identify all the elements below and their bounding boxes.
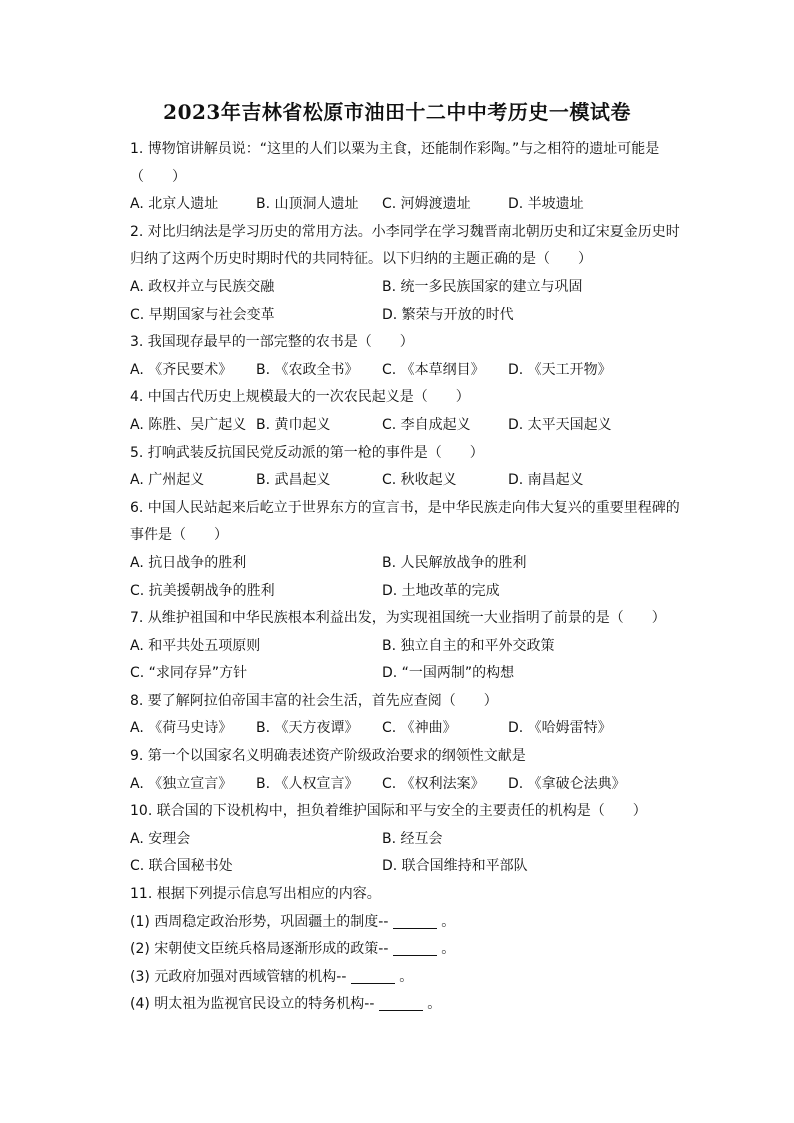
option-a: A. 陈胜、吴广起义 (130, 416, 247, 433)
option-a: A. 《独立宣言》 (130, 775, 233, 792)
option-d: D. “一国两制”的构想 (382, 665, 515, 682)
option-c: C. “求同存异”方针 (130, 665, 248, 682)
option-a: A. 《齐民要术》 (130, 361, 233, 378)
option-d: D. 南昌起义 (508, 472, 584, 489)
option-b: B. 人民解放战争的胜利 (382, 554, 527, 571)
answer-blank[interactable] (351, 967, 395, 984)
question-11-sub-3 (130, 964, 690, 992)
option-d: D. 联合国维持和平部队 (382, 858, 528, 875)
question-11-sub-4 (130, 991, 690, 1019)
sub-question-text: (4) 明太祖为监视官民设立的特务机构-- (130, 996, 375, 1013)
option-a: A. 政权并立与民族交融 (130, 278, 275, 295)
option-a: A. 和平共处五项原则 (130, 637, 261, 654)
answer-blank[interactable] (393, 912, 437, 929)
option-c: C. 《权利法案》 (382, 775, 485, 792)
option-b: B. 统一多民族国家的建立与巩固 (382, 278, 583, 295)
question-6-options-row-1 (130, 550, 690, 578)
option-a: A. 北京人遗址 (130, 196, 219, 213)
question-9-options (130, 771, 690, 799)
option-b: B. 《天方夜谭》 (256, 720, 359, 737)
question-5-options (130, 467, 690, 495)
question-8-options (130, 715, 690, 743)
option-a: A. 安理会 (130, 830, 191, 847)
question-7-stem: 7. 从维护祖国和中华民族根本利益出发，为实现祖国统一大业指明了前景的是（ ） (130, 610, 666, 627)
question-9-stem: 9. 第一个以国家名义明确表述资产阶级政治要求的纲领性文献是 (130, 748, 526, 765)
option-d: D. 土地改革的完成 (382, 582, 500, 599)
question-7-options-row-1 (130, 633, 690, 661)
option-c: C. 联合国秘书处 (130, 858, 233, 875)
option-b: B. 经互会 (382, 830, 443, 847)
option-c: C. 抗美援朝战争的胜利 (130, 582, 275, 599)
question-8-stem: 8. 要了解阿拉伯帝国丰富的社会生活，首先应查阅（ ） (130, 692, 498, 709)
option-b: B. 《人权宣言》 (256, 775, 359, 792)
answer-blank[interactable] (379, 994, 423, 1011)
question-10-options-row-2 (130, 853, 690, 881)
option-c: C. 《神曲》 (382, 720, 457, 737)
question-3-options (130, 357, 690, 385)
option-a: A. 《荷马史诗》 (130, 720, 233, 737)
option-c: C. 秋收起义 (382, 472, 457, 489)
question-2-options-row-2 (130, 302, 690, 330)
question-3-stem: 3. 我国现存最早的一部完整的农书是（ ） (130, 334, 414, 351)
option-a: A. 广州起义 (130, 472, 205, 489)
option-b: B. 独立自主的和平外交政策 (382, 637, 555, 654)
sub-question-end: 。 (441, 913, 456, 930)
question-7-options-row-2 (130, 660, 690, 688)
sub-question-text: (1) 西周稳定政治形势，巩固疆土的制度-- (130, 913, 389, 930)
option-a: A. 抗日战争的胜利 (130, 554, 247, 571)
question-5-stem: 5. 打响武装反抗国民党反动派的第一枪的事件是（ ） (130, 444, 484, 461)
question-2-options-row-1 (130, 274, 690, 302)
sub-question-end: 。 (399, 968, 414, 985)
option-d: D. 《天工开物》 (508, 361, 612, 378)
question-4-stem: 4. 中国古代历史上规模最大的一次农民起义是（ ） (130, 389, 470, 406)
option-c: C. 河姆渡遗址 (382, 196, 471, 213)
option-d: D. 《哈姆雷特》 (508, 720, 612, 737)
option-b: B. 《农政全书》 (256, 361, 359, 378)
option-c: C. 早期国家与社会变革 (130, 306, 275, 323)
option-d: D. 《拿破仑法典》 (508, 775, 626, 792)
option-c: C. 李自成起义 (382, 416, 471, 433)
question-6-options-row-2 (130, 578, 690, 606)
option-d: D. 半坡遗址 (508, 196, 584, 213)
question-2-stem: 2. 对比归纳法是学习历史的常用方法。小李同学在学习魏晋南北朝历史和辽宋夏金历史时归纳了这两个历史时期时代的共同特征。以下归纳的主题正确的是（ ） (130, 223, 680, 268)
question-list (130, 136, 690, 1019)
option-d: D. 繁荣与开放的时代 (382, 306, 514, 323)
option-b: B. 武昌起义 (256, 472, 331, 489)
option-c: C. 《本草纲目》 (382, 361, 485, 378)
question-6-stem: 6. 中国人民站起来后屹立于世界东方的宣言书，是中华民族走向伟大复兴的重要里程碑的事件是（ ） (130, 499, 680, 544)
sub-question-end: 。 (427, 996, 442, 1013)
question-10-options-row-1 (130, 826, 690, 854)
option-b: B. 黄巾起义 (256, 416, 331, 433)
sub-question-text: (2) 宋朝使文臣统兵格局逐渐形成的政策-- (130, 941, 389, 958)
option-d: D. 太平天国起义 (508, 416, 612, 433)
exam-title: 2023年吉林省松原市油田十二中中考历史一模试卷 (163, 100, 631, 124)
answer-blank[interactable] (393, 939, 437, 956)
sub-question-end: 。 (441, 941, 456, 958)
question-11-sub-1 (130, 909, 690, 937)
sub-question-text: (3) 元政府加强对西域管辖的机构-- (130, 968, 347, 985)
option-b: B. 山顶洞人遗址 (256, 196, 359, 213)
question-10-stem: 10. 联合国的下设机构中，担负着维护国际和平与安全的主要责任的机构是（ ） (130, 803, 647, 820)
question-11-stem: 11. 根据下列提示信息写出相应的内容。 (130, 886, 381, 903)
question-1-stem: 1. 博物馆讲解员说：“这里的人们以粟为主食，还能制作彩陶。”与之相符的遗址可能是（ ） (130, 141, 660, 185)
question-1-options (130, 191, 690, 219)
question-4-options (130, 412, 690, 440)
question-11-sub-2 (130, 936, 690, 964)
